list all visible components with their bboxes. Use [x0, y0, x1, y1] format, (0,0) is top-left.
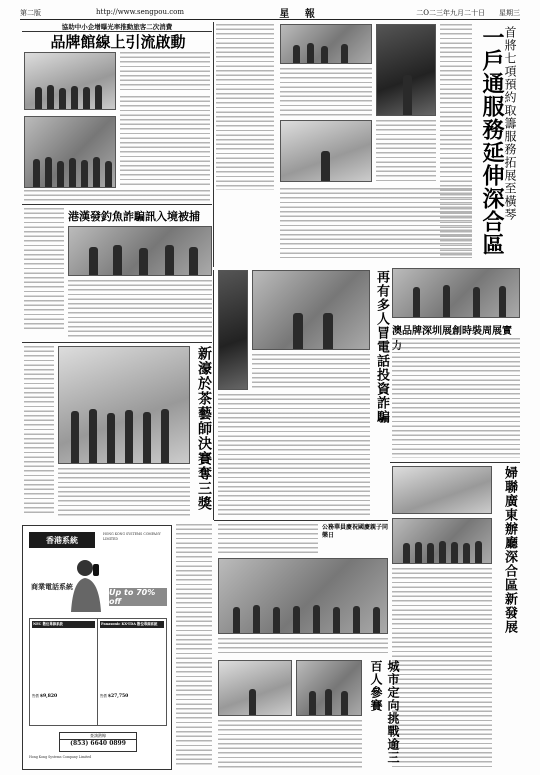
advert-right-price-label: 售價 — [100, 693, 107, 698]
one-window-body-4 — [280, 188, 472, 258]
advert-hotline-number[interactable]: (853) 6640 0899 — [70, 740, 126, 747]
one-window-photo-2 — [376, 24, 436, 116]
section-rule — [214, 520, 388, 521]
advert-right-column — [98, 619, 166, 725]
site-url[interactable]: http://www.sengpou.com — [96, 7, 184, 16]
advert-hotline[interactable] — [59, 732, 137, 752]
brand-hall-photo-1 — [24, 52, 116, 110]
macao-brand-body — [392, 338, 520, 458]
advert-address: Hong Kong Systems Company Limited — [29, 755, 92, 759]
tea-body-2 — [58, 468, 190, 518]
festival-body-1 — [218, 524, 318, 554]
column-rule — [213, 22, 214, 267]
masthead — [20, 6, 520, 20]
brand-hall-body-1 — [120, 52, 210, 92]
issue-weekday: 星期三 — [498, 8, 520, 17]
advert-product-table — [29, 618, 167, 726]
festival-headline: 公務華員慶祝國慶親子同樂日 — [322, 524, 389, 539]
womens-fed-headline: 婦聯廣東辦廳深合區新發展 — [502, 466, 517, 634]
macao-brand-photo — [392, 268, 520, 318]
fraud-body-2 — [68, 280, 212, 338]
fraud-body-1 — [24, 208, 64, 332]
column-rule — [213, 270, 214, 520]
one-window-photo-3 — [280, 120, 372, 182]
phone-scam-photo-2 — [252, 270, 370, 350]
advert-hotline-label: 查詢熱線 — [60, 733, 136, 740]
issue-date: 二O二三年九月二十日 — [416, 8, 485, 17]
advert-right-header: Panasonic KX-TDA 數位專線系統 — [100, 621, 164, 628]
fraud-photo — [68, 226, 212, 276]
section-rule — [390, 462, 520, 463]
advert-left-column — [30, 619, 98, 725]
brand-hall-body-4 — [216, 24, 274, 190]
brand-hall-body-2 — [120, 96, 210, 188]
womens-fed-body — [392, 568, 492, 768]
phone-scam-body — [218, 394, 370, 518]
tea-body-1 — [24, 346, 54, 516]
advert-slogan: 商業電話系統 — [31, 582, 73, 591]
advert-side-body — [176, 524, 212, 768]
city-contest-photo-2 — [296, 660, 362, 716]
womens-fed-photo-2 — [392, 518, 492, 564]
section-rule — [22, 342, 212, 343]
one-window-subhead: 首將七項預約取籌服務拓展至橫琴 — [503, 26, 517, 221]
macao-brand-headline: 澳品牌深圳展創時裝周展實力 — [392, 326, 512, 352]
phone-scam-body-2 — [252, 354, 370, 390]
brand-hall-kicker: 協助中小企增曝光率推動旅客二次消費 — [22, 22, 212, 32]
advert-badge: 香港系統 — [29, 532, 95, 548]
one-window-photo-1 — [280, 24, 372, 64]
brand-hall-headline: 品牌館線上引流啟動 — [50, 33, 186, 51]
brand-hall-photo-2 — [24, 116, 116, 188]
one-window-headline: 一戶通服務延伸深合區 — [479, 26, 504, 256]
one-window-body-2 — [376, 120, 436, 182]
brand-hall-body-3 — [24, 190, 210, 202]
city-contest-body — [218, 720, 362, 768]
advert-offer: Up to 70% off — [109, 588, 167, 606]
city-contest-photo-1 — [218, 660, 292, 716]
advert-left-price-label: 售價 — [32, 693, 39, 698]
page-label: 第二版 — [20, 8, 41, 17]
paper-name: 星 報 — [279, 9, 321, 20]
phone-scam-photo-1 — [218, 270, 248, 390]
advert-left-price: $9,820 — [39, 693, 58, 699]
advert-company: HONG KONG SYSTEMS COMPANY LIMITED — [103, 532, 161, 541]
advert-left-header: NEC 數位專線系統 — [32, 621, 95, 628]
womens-fed-photo-1 — [392, 466, 492, 514]
advert-right-price: $27,750 — [107, 693, 129, 699]
fraud-headline: 港漢發釣魚詐騙訊入境被捕 — [68, 210, 200, 223]
section-rule — [22, 204, 212, 205]
phone-scam-headline: 再有多人冒電話投資詐騙 — [374, 270, 389, 424]
one-window-body-1 — [280, 68, 372, 116]
tea-photo — [58, 346, 190, 464]
festival-photo-1 — [218, 558, 388, 634]
tea-headline: 新濠於茶藝師決賽奪三獎 — [196, 346, 212, 511]
phone-system-advert[interactable] — [22, 525, 172, 770]
city-contest-headline: 城市定向挑戰逾三百人參賽 — [369, 660, 400, 764]
festival-body-2 — [218, 638, 388, 656]
